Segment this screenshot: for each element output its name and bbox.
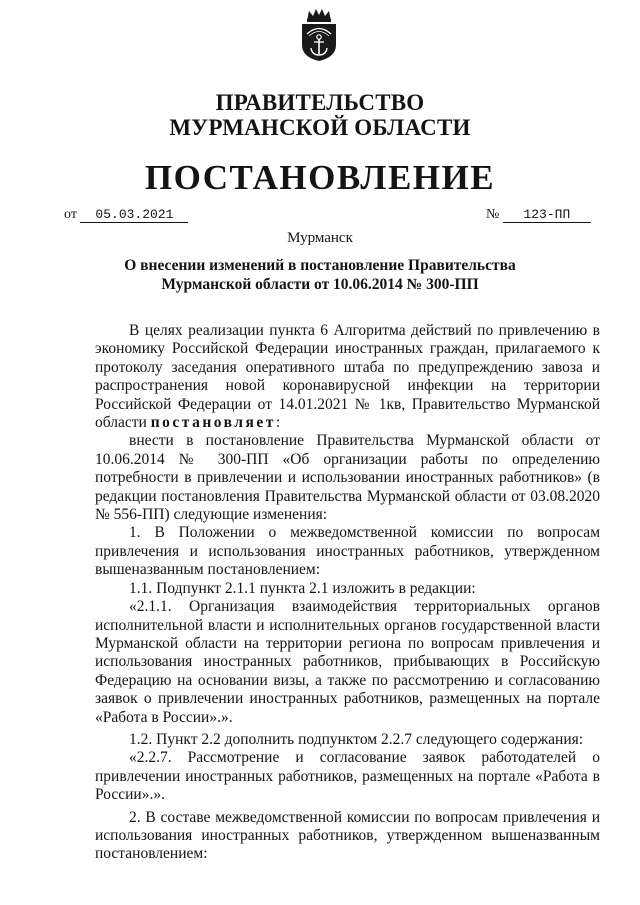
subject-line-1: О внесении изменений в постановление Правительства [124, 257, 516, 274]
number-line [486, 207, 591, 223]
coat-of-arms-icon [298, 8, 340, 62]
date-line [64, 207, 188, 223]
paragraph-item-2-2-7: «2.2.7. Рассмотрение и согласование заявок работодателей о привлечении иностранных работников, размещенных на портале «Работа в России».». [95, 749, 600, 804]
paragraph-item-1-2: 1.2. Пункт 2.2 дополнить подпунктом 2.2.7 следующего содержания: [129, 730, 584, 748]
document-type-title: ПОСТАНОВЛЕНИЕ [144, 158, 496, 197]
paragraph-item-1: 1. В Положении о межведомственной комиссии по вопросам привлечения и использования иностранных работников, утвержденном вышеназванным постановлением: [95, 524, 600, 579]
document-number: 123-ПП [503, 207, 591, 223]
date-label: от [64, 207, 77, 222]
paragraph-item-2-1-1: «2.1.1. Организация взаимодействия территориальных органов исполнительной власти и исполнительных органов государственной власти Мурманской области на территории региона по вопросам привлечения и использования иностранных работников, прибывающих в Российскую Федерацию на основании визы, а также по рассмотрению и согласованию заявок о привлечении иностранных работников, размещенных на портале «Работа в России».». [95, 598, 600, 726]
paragraph-amendment-intro: внести в постановление Правительства Мурманской области от 10.06.2014 № 300-ПП «Об организации работы по определению потребности в привлечении и использовании иностранных работников» (в редакции постановления Правительства Мурманской области от 03.08.2020 № 556-ПП) следующие изменения: [95, 432, 600, 524]
document-date: 05.03.2021 [80, 207, 188, 223]
preamble-text: В целях реализации пункта 6 Алгоритма действий по привлечению в экономику Российской Федерации иностранных граждан, прилагаемого к протоколу заседания оперативного штаба по предупреждению завоза и распространения новой коронавирусной инфекции на территории Российской Федерации от 14.01.2021 № 1кв, Правительство Мурманской области [95, 322, 600, 432]
resolution-keyword: постановляет [150, 414, 276, 432]
paragraph-item-2: 2. В составе межведомственной комиссии по вопросам привлечения и использования иностранных работников, утвержденном вышеназванным постановлением: [95, 808, 600, 863]
city-name: Мурманск [287, 230, 353, 246]
number-label: № [486, 207, 500, 222]
organization-name [0, 90, 640, 140]
paragraph-preamble [95, 322, 600, 432]
paragraph-item-1-1: 1.1. Подпункт 2.1.1 пункта 2.1 изложить в редакции: [129, 579, 476, 597]
document-subject [0, 256, 640, 294]
org-line-2: МУРМАНСКОЙ ОБЛАСТИ [169, 115, 471, 140]
subject-line-2: Мурманской области от 10.06.2014 № 300-ПП [161, 276, 479, 293]
document-body [95, 322, 600, 864]
org-line-1: ПРАВИТЕЛЬСТВО [215, 90, 425, 115]
preamble-colon: : [275, 414, 281, 432]
